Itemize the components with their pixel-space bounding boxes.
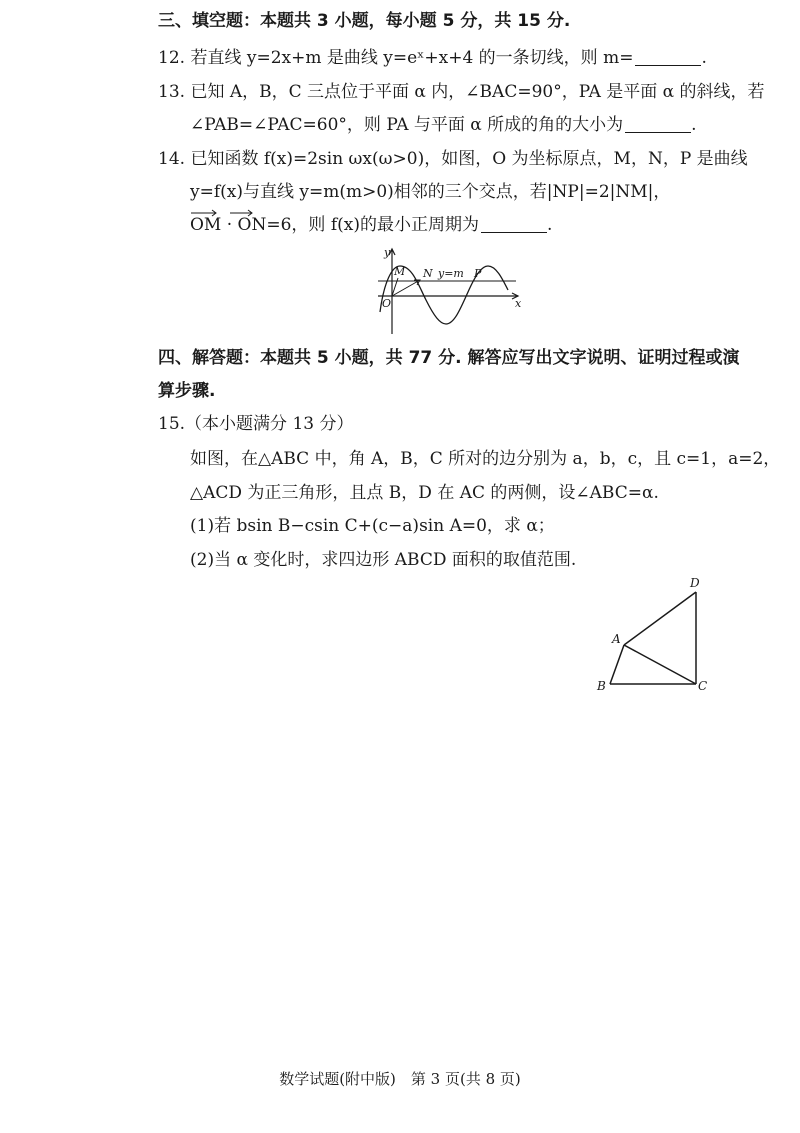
- question-13-text: ∠PAB=∠PAC=60°，则 PA 与平面 α 所成的角的大小为: [190, 115, 624, 135]
- section-4-heading-line-2: 算步骤.: [158, 381, 216, 401]
- question-12-end: .: [701, 48, 707, 68]
- question-13-line-1: 13. 已知 A，B，C 三点位于平面 α 内，∠BAC=90°，PA 是平面 α 的斜线，若: [158, 82, 765, 102]
- answer-blank-12: [635, 47, 701, 66]
- label-c: C: [698, 679, 708, 693]
- label-b: B: [597, 679, 606, 693]
- question-14-line-2: y=f(x)与直线 y=m(m>0)相邻的三个交点，若|NP|=2|NM|，: [190, 182, 671, 202]
- label-line-y-m: y=m: [438, 267, 464, 280]
- vector-arrows: [190, 207, 270, 217]
- section-4-heading-line-1: 四、解答题：本题共 5 小题，共 77 分. 解答应写出文字说明、证明过程或演: [158, 348, 740, 368]
- quadrilateral-figure: [590, 575, 720, 697]
- question-14-text: OM · ON=6，则 f(x)的最小正周期为: [190, 215, 479, 235]
- label-d: D: [690, 576, 700, 590]
- question-14-end: .: [546, 215, 553, 235]
- question-12-text: 12. 若直线 y=2x+m 是曲线 y=eˣ+x+4 的一条切线，则 m=: [158, 48, 634, 68]
- label-y: y: [384, 246, 391, 259]
- segment-ad: [624, 592, 696, 645]
- answer-blank-14: [481, 214, 547, 233]
- label-p: P: [474, 267, 482, 280]
- section-3-heading: 三、填空题：本题共 3 小题，每小题 5 分，共 15 分.: [158, 11, 571, 31]
- label-origin: O: [382, 297, 392, 310]
- label-x: x: [515, 297, 522, 310]
- question-13-line-2: [190, 113, 697, 137]
- segment-ac: [624, 645, 696, 684]
- question-15-header: 15.（本小题满分 13 分）: [158, 414, 354, 434]
- question-15-part-1: (1)若 bsin B−csin C+(c−a)sin A=0，求 α；: [190, 516, 555, 536]
- label-m: M: [394, 265, 406, 278]
- question-12: [158, 46, 707, 70]
- question-13-end: .: [691, 115, 697, 135]
- sine-graph-figure: [368, 244, 528, 336]
- answer-blank-13: [625, 114, 691, 133]
- question-15-line-2: △ACD 为正三角形，且点 B，D 在 AC 的两侧，设∠ABC=α.: [190, 483, 659, 503]
- question-15-line-1: 如图，在△ABC 中，角 A，B，C 所对的边分别为 a，b，c，且 c=1，a=2，: [190, 449, 781, 469]
- label-a: A: [612, 632, 621, 646]
- label-n: N: [423, 267, 433, 280]
- page-footer: 数学试题(附中版) 第 3 页(共 8 页): [279, 1070, 521, 1088]
- question-14-line-1: 14. 已知函数 f(x)=2sin ωx(ω>0)，如图，O 为坐标原点，M，N，P 是曲线: [158, 149, 748, 169]
- question-15-part-2: (2)当 α 变化时，求四边形 ABCD 面积的取值范围.: [190, 550, 577, 570]
- segment-ab: [610, 645, 624, 684]
